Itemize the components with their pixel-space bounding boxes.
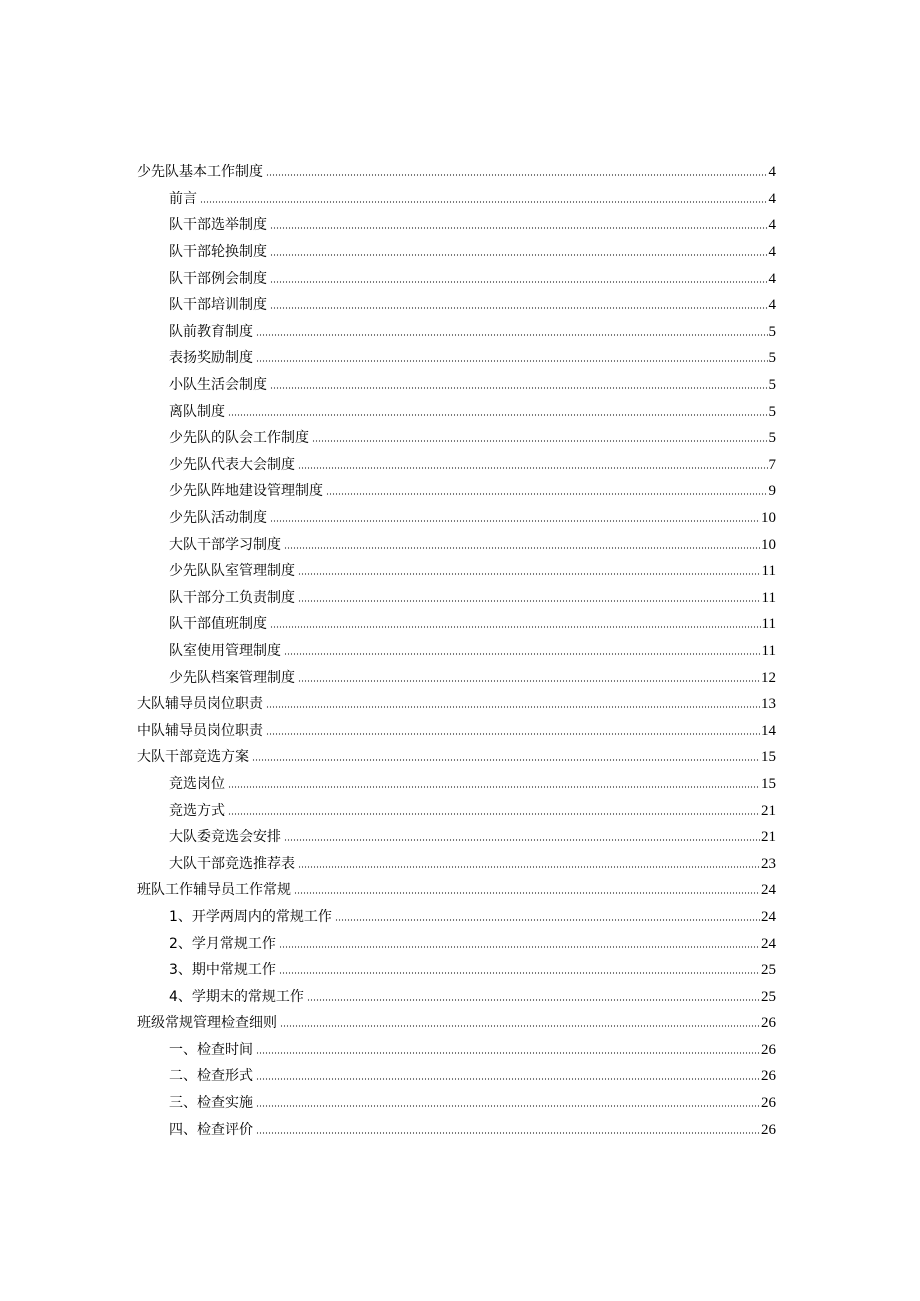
toc-entry-line (169, 483, 920, 499)
toc-entry-title: 队干部值班制度 (169, 616, 267, 633)
toc-entry-line (169, 1095, 920, 1111)
toc-entry-page-number: 4 (768, 270, 776, 287)
toc-dot-leader (279, 946, 760, 948)
toc-entry[interactable] (0, 398, 920, 425)
toc-dot-leader (298, 600, 761, 602)
toc-entry-page-number: 4 (768, 297, 776, 314)
toc-entry[interactable] (0, 425, 920, 452)
toc-entry-page-number: 4 (768, 217, 776, 234)
toc-entry-page-number: 25 (761, 962, 776, 979)
toc-entry-line (169, 271, 920, 287)
toc-entry-line (137, 882, 920, 898)
toc-entry-line (169, 244, 920, 260)
toc-entry-line (137, 749, 920, 765)
toc-entry[interactable] (0, 531, 920, 558)
toc-dot-leader (256, 1132, 760, 1134)
toc-entry-line (169, 829, 920, 845)
toc-dot-leader (298, 573, 761, 575)
toc-dot-leader (335, 919, 760, 921)
toc-entry-title: 三、检查实施 (169, 1095, 253, 1112)
toc-dot-leader (279, 972, 760, 974)
toc-entry-page-number: 13 (761, 696, 776, 713)
toc-entry[interactable] (0, 585, 920, 612)
toc-dot-leader (228, 414, 768, 416)
toc-entry-line (169, 670, 920, 686)
toc-dot-leader (284, 839, 760, 841)
toc-entry-line (169, 776, 920, 792)
toc-entry-page-number: 21 (761, 829, 776, 846)
toc-entry[interactable] (0, 1116, 920, 1143)
toc-dot-leader (312, 440, 768, 442)
toc-entry[interactable] (0, 452, 920, 479)
toc-entry-line (137, 723, 920, 739)
toc-dot-leader (298, 866, 760, 868)
toc-entry-title: 队干部例会制度 (169, 270, 267, 287)
toc-entry-title: 大队干部学习制度 (169, 536, 281, 553)
toc-entry-line (169, 510, 920, 526)
toc-entry-line (169, 989, 920, 1005)
toc-dot-leader (298, 680, 760, 682)
toc-entry[interactable] (0, 850, 920, 877)
toc-entry[interactable] (0, 717, 920, 744)
toc-entry-title: 3、期中常规工作 (169, 962, 276, 979)
toc-entry-page-number: 11 (761, 589, 776, 606)
toc-entry[interactable] (0, 1090, 920, 1117)
toc-entry-title: 2、学月常规工作 (169, 935, 276, 952)
toc-entry-page-number: 26 (761, 1121, 776, 1138)
toc-entry-title: 离队制度 (169, 403, 225, 420)
toc-entry[interactable] (0, 265, 920, 292)
toc-dot-leader (256, 1078, 760, 1080)
toc-dot-leader (294, 892, 760, 894)
toc-entry-page-number: 26 (761, 1041, 776, 1058)
toc-entry-title: 大队委竞选会安排 (169, 829, 281, 846)
toc-entry-title: 队前教育制度 (169, 323, 253, 340)
toc-entry-page-number: 7 (768, 456, 776, 473)
toc-entry-title: 少先队阵地建设管理制度 (169, 483, 323, 500)
toc-entry-title: 4、学期末的常规工作 (169, 988, 304, 1005)
toc-entry-page-number: 5 (768, 323, 776, 340)
toc-entry-title: 队干部分工负责制度 (169, 589, 295, 606)
toc-entry-title: 前言 (169, 190, 197, 207)
toc-entry-page-number: 11 (761, 616, 776, 633)
toc-entry-title: 少先队档案管理制度 (169, 669, 295, 686)
toc-entry-page-number: 4 (768, 244, 776, 261)
toc-entry-page-number: 4 (768, 190, 776, 207)
toc-entry-title: 一、检查时间 (169, 1041, 253, 1058)
toc-entry[interactable] (0, 159, 920, 186)
toc-entry[interactable] (0, 930, 920, 957)
toc-entry-page-number: 21 (761, 802, 776, 819)
toc-entry-title: 队干部培训制度 (169, 297, 267, 314)
toc-dot-leader (284, 653, 761, 655)
toc-entry-line (169, 909, 920, 925)
toc-entry-line (169, 616, 920, 632)
toc-entry-line (169, 962, 920, 978)
toc-entry-page-number: 26 (761, 1015, 776, 1032)
toc-entry-line (169, 537, 920, 553)
toc-entry[interactable] (0, 797, 920, 824)
toc-dot-leader (284, 547, 760, 549)
toc-entry-line (169, 217, 920, 233)
toc-entry-line (169, 590, 920, 606)
toc-dot-leader (270, 626, 761, 628)
toc-entry-line (169, 377, 920, 393)
toc-entry-page-number: 10 (761, 510, 776, 527)
toc-entry[interactable] (0, 239, 920, 266)
toc-entry-line (137, 696, 920, 712)
toc-entry[interactable] (0, 1010, 920, 1037)
toc-entry[interactable] (0, 292, 920, 319)
toc-entry-title: 小队生活会制度 (169, 377, 267, 394)
toc-entry[interactable] (0, 638, 920, 665)
toc-entry-title: 二、检查形式 (169, 1068, 253, 1085)
toc-entry-page-number: 24 (761, 908, 776, 925)
toc-dot-leader (270, 254, 768, 256)
toc-entry[interactable] (0, 771, 920, 798)
toc-entry-title: 少先队基本工作制度 (137, 164, 263, 181)
toc-entry-title: 班队工作辅导员工作常规 (137, 882, 291, 899)
toc-entry[interactable] (0, 186, 920, 213)
toc-dot-leader (270, 281, 768, 283)
toc-entry-title: 中队辅导员岗位职责 (137, 722, 263, 739)
toc-entry-title: 少先队代表大会制度 (169, 456, 295, 473)
toc-entry-page-number: 9 (768, 483, 776, 500)
toc-entry-page-number: 5 (768, 430, 776, 447)
toc-entry-title: 1、开学两周内的常规工作 (169, 908, 332, 925)
toc-entry-line (169, 297, 920, 313)
toc-entry-page-number: 11 (761, 563, 776, 580)
toc-entry-line (169, 324, 920, 340)
toc-dot-leader (266, 706, 760, 708)
toc-entry-page-number: 24 (761, 935, 776, 952)
toc-entry-page-number: 23 (761, 855, 776, 872)
toc-entry[interactable] (0, 478, 920, 505)
toc-entry-page-number: 25 (761, 988, 776, 1005)
toc-entry[interactable] (0, 824, 920, 851)
toc-dot-leader (252, 759, 760, 761)
toc-entry-page-number: 10 (761, 536, 776, 553)
toc-entry-line (169, 1068, 920, 1084)
toc-dot-leader (200, 201, 768, 203)
toc-entry[interactable] (0, 664, 920, 691)
toc-entry-page-number: 26 (761, 1068, 776, 1085)
toc-dot-leader (270, 387, 768, 389)
toc-entry-page-number: 4 (768, 164, 776, 181)
toc-entry-title: 队干部轮换制度 (169, 244, 267, 261)
toc-entry-line (169, 643, 920, 659)
toc-entry-line (169, 1122, 920, 1138)
toc-entry-title: 竞选岗位 (169, 775, 225, 792)
toc-dot-leader (270, 227, 768, 229)
table-of-contents (0, 159, 920, 1143)
toc-entry-title: 大队辅导员岗位职责 (137, 696, 263, 713)
toc-entry-title: 队干部选举制度 (169, 217, 267, 234)
toc-entry-title: 表扬奖励制度 (169, 350, 253, 367)
toc-entry[interactable] (0, 345, 920, 372)
toc-entry[interactable] (0, 558, 920, 585)
toc-entry-page-number: 14 (761, 722, 776, 739)
toc-entry-line (169, 563, 920, 579)
toc-entry[interactable] (0, 212, 920, 239)
toc-dot-leader (256, 334, 768, 336)
toc-entry[interactable] (0, 877, 920, 904)
toc-entry-line (169, 1042, 920, 1058)
toc-entry-title: 队室使用管理制度 (169, 642, 281, 659)
toc-entry-line (169, 457, 920, 473)
toc-dot-leader (326, 493, 768, 495)
toc-entry-page-number: 5 (768, 377, 776, 394)
toc-entry[interactable] (0, 611, 920, 638)
toc-entry-title: 少先队队室管理制度 (169, 563, 295, 580)
toc-entry-line (137, 1015, 920, 1031)
toc-entry-title: 四、检查评价 (169, 1121, 253, 1138)
toc-entry-line (169, 856, 920, 872)
toc-entry-page-number: 5 (768, 350, 776, 367)
toc-entry-page-number: 5 (768, 403, 776, 420)
toc-entry[interactable] (0, 904, 920, 931)
toc-entry-line (169, 430, 920, 446)
toc-entry-page-number: 11 (761, 642, 776, 659)
toc-entry-page-number: 12 (761, 669, 776, 686)
toc-entry[interactable] (0, 983, 920, 1010)
toc-dot-leader (307, 999, 760, 1001)
toc-entry-line (169, 404, 920, 420)
toc-entry-page-number: 24 (761, 882, 776, 899)
toc-entry-line (169, 803, 920, 819)
toc-entry[interactable] (0, 744, 920, 771)
toc-dot-leader (256, 1052, 760, 1054)
toc-dot-leader (256, 1105, 760, 1107)
toc-dot-leader (270, 520, 760, 522)
toc-dot-leader (298, 467, 768, 469)
toc-entry[interactable] (0, 1037, 920, 1064)
toc-dot-leader (266, 733, 760, 735)
toc-entry[interactable] (0, 505, 920, 532)
toc-entry-line (169, 191, 920, 207)
toc-entry-title: 少先队的队会工作制度 (169, 430, 309, 447)
toc-entry-line (169, 936, 920, 952)
toc-entry[interactable] (0, 691, 920, 718)
toc-entry-line (137, 164, 920, 180)
toc-dot-leader (280, 1025, 760, 1027)
toc-dot-leader (270, 307, 768, 309)
toc-entry-page-number: 15 (761, 749, 776, 766)
toc-entry-title: 竞选方式 (169, 802, 225, 819)
toc-entry-line (169, 350, 920, 366)
toc-entry-title: 大队干部竞选方案 (137, 749, 249, 766)
toc-dot-leader (256, 360, 768, 362)
toc-dot-leader (228, 813, 760, 815)
toc-entry-title: 少先队活动制度 (169, 510, 267, 527)
toc-entry[interactable] (0, 957, 920, 984)
toc-entry[interactable] (0, 1063, 920, 1090)
toc-entry-page-number: 26 (761, 1095, 776, 1112)
toc-dot-leader (266, 174, 768, 176)
toc-entry[interactable] (0, 372, 920, 399)
toc-dot-leader (228, 786, 760, 788)
toc-entry-title: 班级常规管理检查细则 (137, 1015, 277, 1032)
toc-entry-page-number: 15 (761, 775, 776, 792)
toc-entry-title: 大队干部竞选推荐表 (169, 855, 295, 872)
toc-entry[interactable] (0, 319, 920, 346)
